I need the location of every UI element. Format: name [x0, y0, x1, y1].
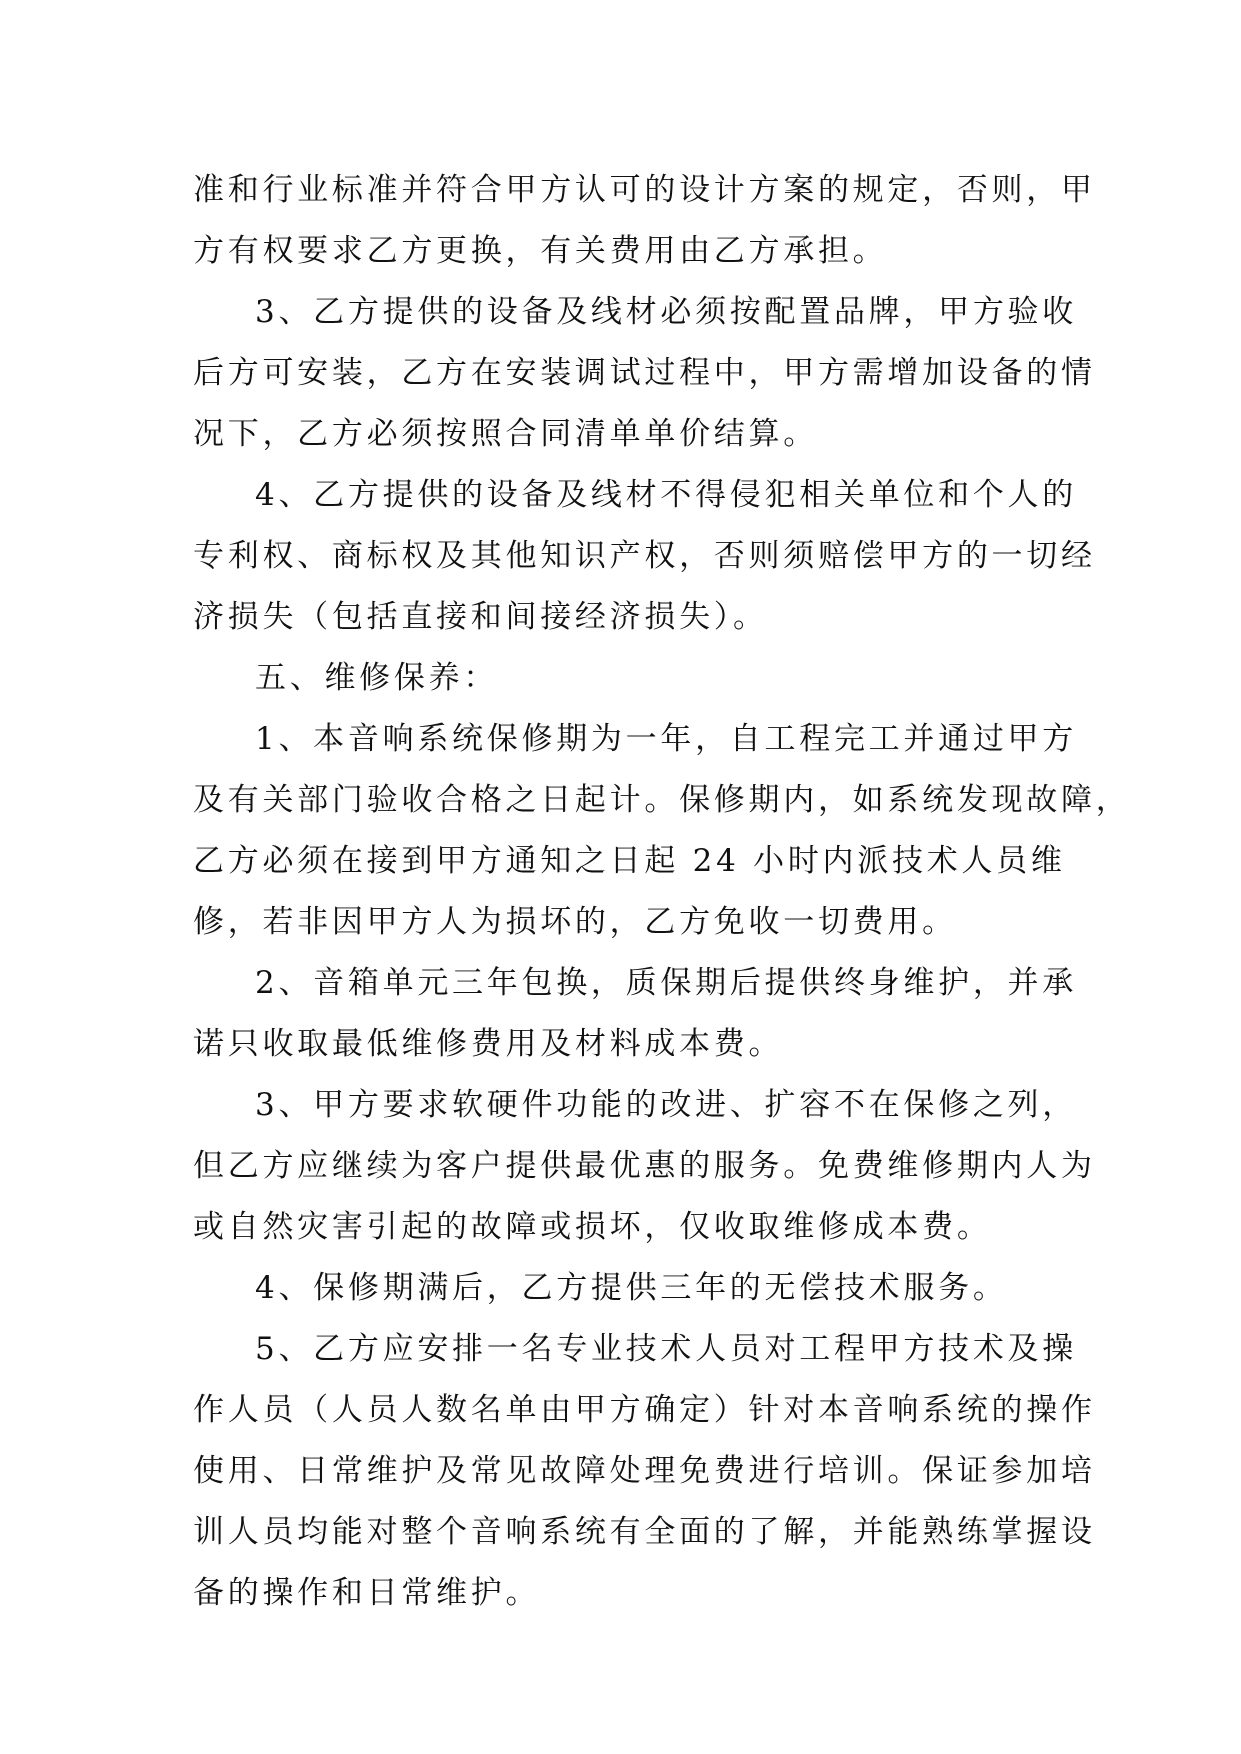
- text-line: 1、本音响系统保修期为一年，自工程完工并通过甲方: [255, 721, 1078, 757]
- document-body: [193, 160, 1131, 1624]
- text-line: 作人员（人员人数名单由甲方确定）针对本音响系统的操作: [193, 1392, 1096, 1428]
- text-line: 训人员均能对整个音响系统有全面的了解，并能熟练掌握设: [193, 1514, 1096, 1550]
- text-line: 方有权要求乙方更换，有关费用由乙方承担。: [193, 233, 888, 269]
- text-line: 专利权、商标权及其他知识产权，否则须赔偿甲方的一切经: [193, 538, 1096, 574]
- text-line: 及有关部门验收合格之日起计。保修期内，如系统发现故障，: [193, 782, 1131, 818]
- text-line: 或自然灾害引起的故障或损坏，仅收取维修成本费。: [193, 1209, 992, 1245]
- text-line: 3、甲方要求软硬件功能的改进、扩容不在保修之列，: [255, 1087, 1078, 1123]
- text-line: 4、乙方提供的设备及线材不得侵犯相关单位和个人的: [255, 477, 1078, 513]
- text-line: 准和行业标准并符合甲方认可的设计方案的规定，否则，甲: [193, 172, 1096, 208]
- text-line: 3、乙方提供的设备及线材必须按配置品牌，甲方验收: [255, 294, 1078, 330]
- text-line: 5、乙方应安排一名专业技术人员对工程甲方技术及操: [255, 1331, 1078, 1367]
- text-line: 五、维修保养：: [255, 660, 499, 696]
- text-line: 济损失（包括直接和间接经济损失）。: [193, 599, 768, 635]
- text-line: 4、保修期满后，乙方提供三年的无偿技术服务。: [255, 1270, 1008, 1306]
- text-line: 修，若非因甲方人为损坏的，乙方免收一切费用。: [193, 904, 957, 940]
- text-line: 乙方必须在接到甲方通知之日起 24 小时内派技术人员维: [193, 843, 1066, 879]
- text-line: 诺只收取最低维修费用及材料成本费。: [193, 1026, 784, 1062]
- text-line: 2、音箱单元三年包换，质保期后提供终身维护，并承: [255, 965, 1078, 1001]
- text-line: 但乙方应继续为客户提供最优惠的服务。免费维修期内人为: [193, 1148, 1096, 1184]
- text-line: 况下，乙方必须按照合同清单单价结算。: [193, 416, 818, 452]
- text-line: 后方可安装，乙方在安装调试过程中，甲方需增加设备的情: [193, 355, 1096, 391]
- text-line: 备的操作和日常维护。: [193, 1575, 541, 1611]
- text-line: 使用、日常维护及常见故障处理免费进行培训。保证参加培: [193, 1453, 1096, 1489]
